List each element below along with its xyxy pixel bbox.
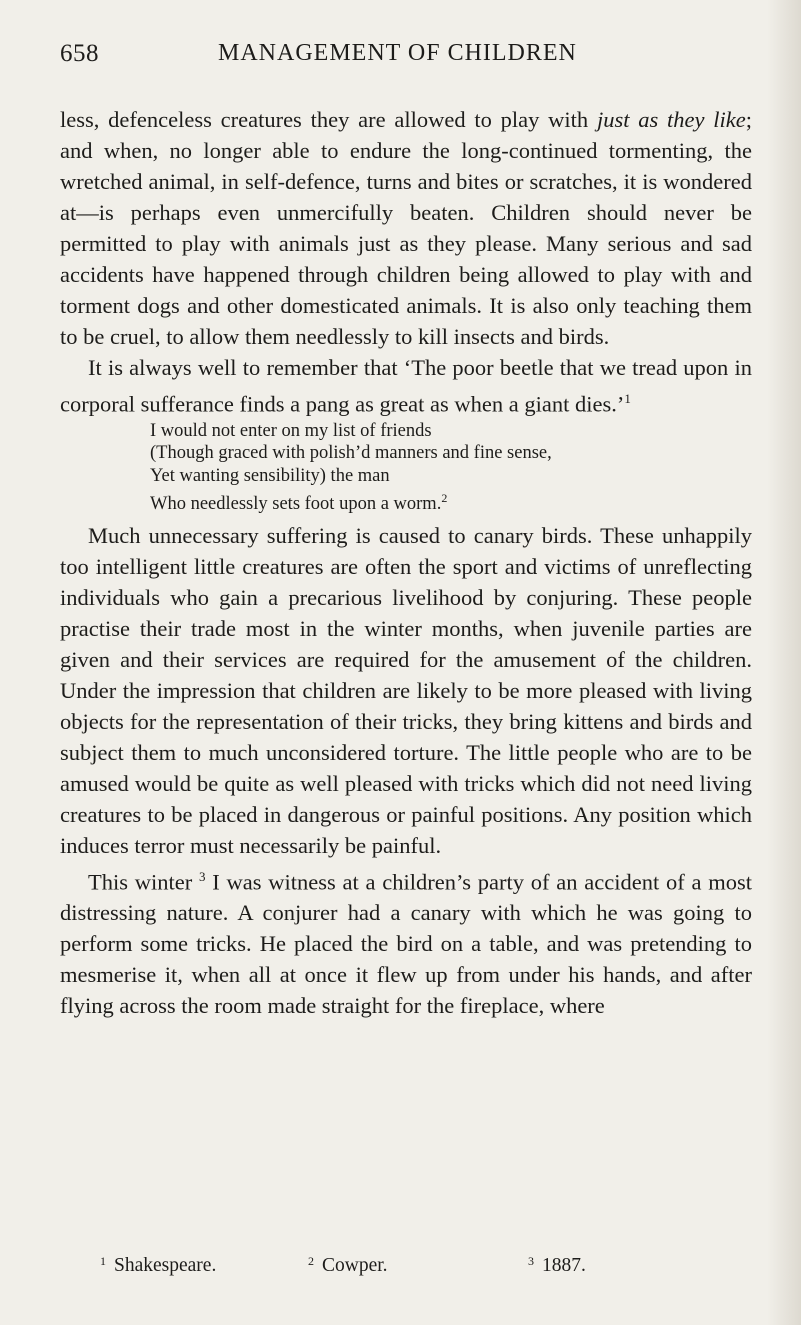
paragraph-4-text-a: This winter	[88, 869, 193, 895]
footnote-mark: 3	[528, 1254, 534, 1268]
verse-line	[150, 487, 752, 516]
page-edge-shadow	[767, 0, 801, 1325]
verse-line: (Though graced with polish’d manners and fine sense,	[150, 443, 552, 463]
footnote-ref-2: 2	[441, 491, 448, 505]
footnotes	[100, 1254, 760, 1284]
footnote-text: Shakespeare.	[114, 1255, 217, 1276]
footnote-3	[528, 1254, 586, 1277]
page-number: 658	[60, 40, 99, 67]
footnote-2	[308, 1254, 388, 1277]
paragraph-3: Much unnecessary suffering is caused to canary birds. These unhappily too intelligent little creatures are often the sport and victims of unreflecting individuals who gain a precarious livelihood by conjuring. These people practise their trade most in the winter months, when juvenile parties are given and their services are required for the amusement of the children. Under the impression that children are likely to be more pleased with living objects for the representation of their tricks, they bring kittens and birds and subject them to much unconsidered torture. The little people who are to be amused would be quite as well pleased with tricks which did not need living creatures to be placed in dangerous or painful positions. Any position which induces terror must necessarily be painful.	[60, 522, 752, 858]
paragraph-2-text: It is always well to remember that ‘The poor beetle that we tread upon in corporal sufferance finds a pang as great as when a giant dies.’	[60, 355, 752, 417]
verse-line: I would not enter on my list of friends	[150, 420, 432, 441]
footnote-1	[100, 1254, 216, 1277]
paragraph-2	[60, 352, 752, 420]
paragraph-4	[60, 861, 752, 1022]
verse-line: Yet wanting sensibility) the man	[150, 465, 390, 486]
paragraph-4-text-b: I was witness at a children’s party of an accident of a most distressing nature. A conjurer had a canary with which he was going to perform some tricks. He placed the bird on a table, and was pretending to mesmerise it, when all at once it flew up from under his hands, and after flying across the room made straight for the fireplace, where	[60, 869, 752, 1019]
running-title: MANAGEMENT OF CHILDREN	[218, 40, 577, 66]
verse-line-text: Who needlessly sets foot upon a worm.	[150, 494, 442, 515]
footnote-text: Cowper.	[322, 1255, 388, 1276]
footnote-mark: 2	[308, 1254, 314, 1268]
paragraph-1-text-b: ; and when, no longer able to endure the long-continued tormenting, the wretched animal, in self-defence, turns and bites or scratches, it is wondered at—is perhaps even unmercifully beaten. Children should never be permitted to play with animals just as they please. Many serious and sad accidents have happened through children being allowed to play with and torment dogs and other domesticated animals. It is also only teaching them to be cruel, to allow them needlessly to kill insects and birds.	[60, 107, 753, 349]
page-header	[60, 40, 750, 80]
footnote-text: 1887.	[542, 1255, 586, 1276]
paragraph-1-italic: just as they like	[596, 107, 746, 132]
verse-quote	[150, 420, 752, 516]
footnote-ref-3: 3	[199, 868, 206, 884]
paragraph-1-text-a: less, defenceless creatures they are allowed to play with	[60, 107, 597, 132]
body-text	[60, 104, 752, 1021]
footnote-mark: 1	[100, 1254, 106, 1268]
paragraph-1	[60, 104, 752, 352]
footnote-ref-1: 1	[624, 391, 631, 406]
